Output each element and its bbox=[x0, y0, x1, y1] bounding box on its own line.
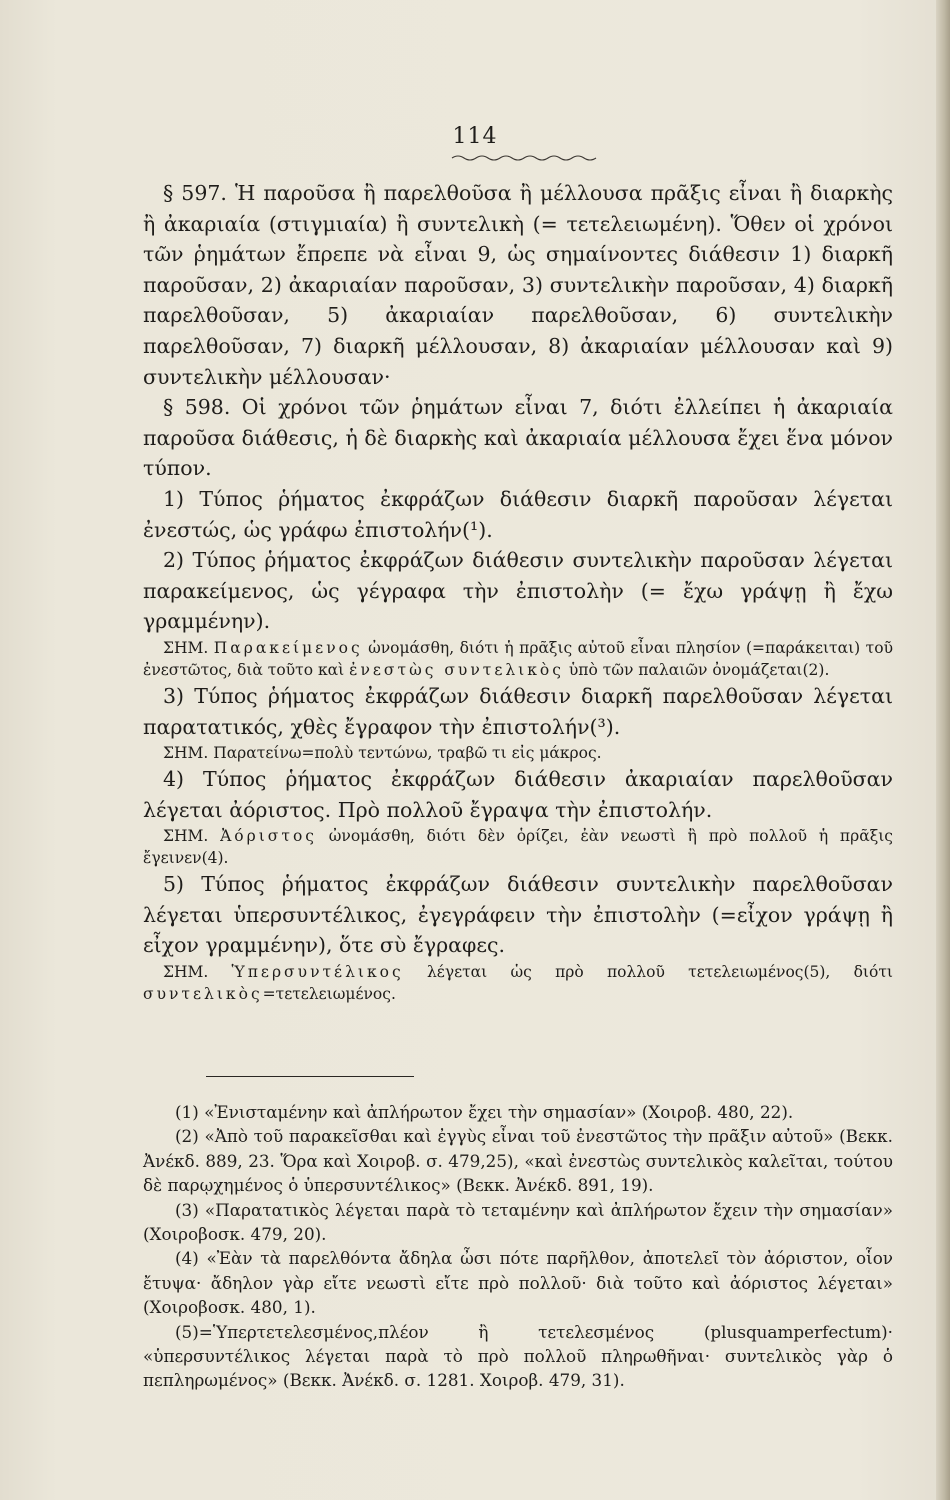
note-paratatikos: ΣΗΜ. Παρατείνω=πολὺ τεντώνω, τραβῶ τι εἰς μάκρος. bbox=[163, 744, 602, 763]
note-parakeimenos bbox=[143, 637, 893, 681]
footnote-separator bbox=[206, 1076, 414, 1077]
note-label: ΣΗΜ. bbox=[163, 963, 209, 982]
footnote-5: (5)=Ὑπερτετελεσμένος,πλέον ἢ τετελεσμένος (plusquamperfectum)· «ὑπερσυντέλικος λέγεται παρὰ τὸ πρὸ πολλοῦ πληρωθῆναι· συντελικὸς γὰρ ὁ πεπληρωμένος» (Βεκκ. Ἀνέκδ. σ. 1281. Χοιροβ. 479, 31). bbox=[143, 1321, 893, 1391]
note-hypersyntelikos bbox=[143, 961, 893, 1005]
footnote-1: (1) «Ἐνισταμένην καὶ ἀπλήρωτον ἔχει τὴν σημασίαν» (Χοιροβ. 480, 22). bbox=[175, 1102, 794, 1122]
footnote-3: (3) «Παρατατικὸς λέγεται παρὰ τὸ τεταμένην καὶ ἀπλήρωτον ἔχειν τὴν σημασίαν» (Χοιροβοσκ. 479, 20). bbox=[143, 1199, 893, 1245]
note-term: Ἀόριστος bbox=[220, 827, 317, 846]
note-term: Παρακείμενος bbox=[213, 638, 363, 657]
footnote-2: (2) «Ἀπὸ τοῦ παρακεῖσθαι καὶ ἐγγὺς εἶναι τοῦ ἐνεστῶτος τὴν πρᾶξιν αὐτοῦ» (Βεκκ. Ἀνέκδ. 889, 23. Ὅρα καὶ Χοιροβ. σ. 479,25), «καὶ ἐνεστὼς συντελικὸς καλεῖται, τούτου δὲ παρῳχημένος ὁ ὑπερσυντέλικος» (Βεκκ. Ἀνέκδ. 891, 19). bbox=[143, 1126, 893, 1196]
note-text: ὠνομάσθη, διότι ἡ πρᾶξις αὐτοῦ εἶναι πλησίον (=παράκειται) τοῦ ἐνεστῶτος, διὰ τοῦτο καὶ bbox=[143, 638, 893, 679]
note-aoristos bbox=[143, 825, 893, 869]
tense-item-3: 3) Τύπος ῥήματος ἐκφράζων διάθεσιν διαρκῆ παρελθοῦσαν λέγεται παρατατικός, χθὲς ἔγραφον τὴν ἐπιστολήν(³). bbox=[143, 683, 893, 739]
page-number-ornament bbox=[450, 152, 600, 164]
note-term: Ὑπερσυντέλικος bbox=[231, 963, 404, 982]
main-text bbox=[143, 178, 893, 1005]
note-label: ΣΗΜ. bbox=[163, 827, 209, 846]
tense-item-1: 1) Τύπος ῥήματος ἐκφράζων διάθεσιν διαρκῆ παροῦσαν λέγεται ἐνεστώς, ὡς γράφω ἐπιστολήν(¹). bbox=[143, 486, 893, 542]
note-label: ΣΗΜ. bbox=[163, 638, 209, 657]
tense-item-5: 5) Τύπος ῥήματος ἐκφράζων διάθεσιν συντελικὴν παρελθοῦσαν λέγεται ὑπερσυντέλικος, ἐγεγράφειν τὴν ἐπιστολὴν (=εἶχον γράψῃ ἢ εἶχον γραμμένην), ὅτε σὺ ἔγραφες. bbox=[143, 872, 893, 958]
note-text: ὠνομάσθη, διότι δὲν ὁρίζει, ἐὰν νεωστὶ ἢ πρὸ πολλοῦ ἡ πρᾶξις ἔγεινεν(4). bbox=[143, 827, 893, 868]
note-term: συντελικὸς bbox=[143, 985, 263, 1004]
note-term: ἐνεστὼς συντελικὸς bbox=[349, 660, 564, 679]
note-text: λέγεται ὡς πρὸ πολλοῦ τετελειωμένος(5), διότι bbox=[403, 963, 893, 982]
page-number: 114 bbox=[452, 124, 498, 149]
note-text: =τετελειωμένος. bbox=[262, 985, 396, 1004]
footnote-4: (4) «Ἐὰν τὰ παρελθόντα ἄδηλα ὦσι πότε παρῆλθον, ἀποτελεῖ τὸν ἀόριστον, οἷον ἔτυψα· ἄδηλον γὰρ εἴτε νεωστὶ εἴτε πρὸ πολλοῦ· διὰ τοῦτο καὶ ἀόριστος λέγεται» (Χοιροβοσκ. 480, 1). bbox=[143, 1248, 893, 1318]
tense-item-4: 4) Τύπος ῥήματος ἐκφράζων διάθεσιν ἀκαριαίαν παρελθοῦσαν λέγεται ἀόριστος. Πρὸ πολλοῦ ἔγραψα τὴν ἐπιστολήν. bbox=[143, 767, 893, 822]
paragraph-598: § 598. Οἱ χρόνοι τῶν ῥημάτων εἶναι 7, διότι ἐλλείπει ἡ ἀκαριαία παροῦσα διάθεσις, ἡ δὲ διαρκὴς καὶ ἀκαριαία μέλλουσα ἔχει ἕνα μόνον τύπον. bbox=[143, 395, 893, 481]
page-edge bbox=[936, 0, 950, 1500]
note-text: ὑπὸ τῶν παλαιῶν ὀνομάζεται(2). bbox=[563, 660, 830, 679]
tense-item-2: 2) Τύπος ῥήματος ἐκφράζων διάθεσιν συντελικὴν παροῦσαν λέγεται παρακείμενος, ὡς γέγραφα τὴν ἐπιστολὴν (= ἔχω γράψῃ ἢ ἔχω γραμμένην). bbox=[143, 548, 893, 634]
paragraph-597: § 597. Ἡ παροῦσα ἢ παρελθοῦσα ἢ μέλλουσα πρᾶξις εἶναι ἢ διαρκὴς ἢ ἀκαριαία (στιγμιαία) ἢ συντελικὴ (= τετελειωμένη). Ὅθεν οἱ χρόνοι τῶν ῥημάτων ἔπρεπε νὰ εἶναι 9, ὡς σημαίνοντες διάθεσιν 1) διαρκῆ παροῦσαν, 2) ἀκαριαίαν παροῦσαν, 3) συντελικὴν παροῦσαν, 4) διαρκῆ παρελθοῦσαν, 5) ἀκαριαίαν παρελθοῦσαν, 6) συντελικὴν παρελθοῦσαν, 7) διαρκῆ μέλλουσαν, 8) ἀκαριαίαν μέλλουσαν καὶ 9) συντελικὴν μέλλουσαν· bbox=[143, 181, 893, 389]
footnotes bbox=[143, 1100, 893, 1393]
